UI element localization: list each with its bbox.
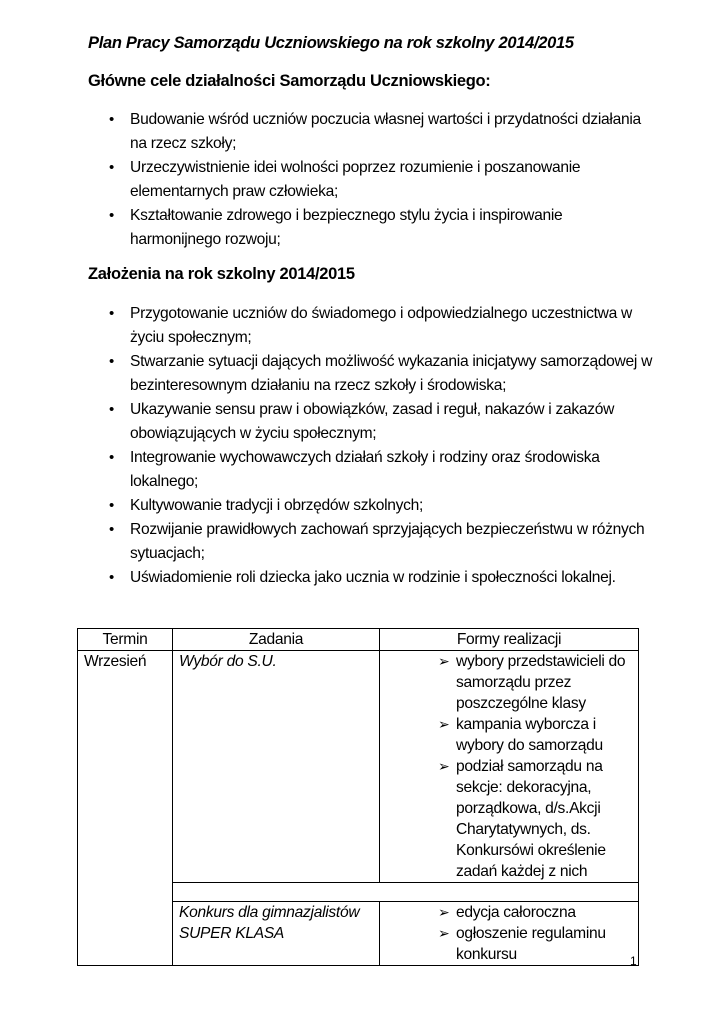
header-forms: Formy realizacji xyxy=(380,629,639,651)
list-item: ➢ edycja całoroczna xyxy=(438,904,576,921)
arrow-bullet-icon: ➢ xyxy=(438,925,450,941)
forms-cell xyxy=(380,902,639,966)
header-term: Termin xyxy=(78,629,173,651)
goals-list xyxy=(0,108,725,252)
plan-table xyxy=(77,628,639,966)
bullet-icon: • xyxy=(109,449,114,466)
list-item: • Kształtowanie zdrowego i bezpiecznego stylu życia i inspirowanie harmonijnego rozwoju; xyxy=(0,204,725,252)
goals-heading: Główne cele działalności Samorządu Uczniowskiego: xyxy=(88,72,491,90)
bullet-icon: • xyxy=(109,159,114,176)
arrow-bullet-icon: ➢ xyxy=(438,716,450,732)
list-item: • Urzeczywistnienie idei wolności poprzez rozumienie i poszanowanie elementarnych praw człowieka; xyxy=(0,156,725,204)
assumptions-heading: Założenia na rok szkolny 2014/2015 xyxy=(88,265,355,283)
list-item: • Przygotowanie uczniów do świadomego i odpowiedzialnego uczestnictwa w życiu społecznym; xyxy=(0,302,725,350)
assumptions-list xyxy=(0,302,725,590)
list-item: • Budowanie wśród uczniów poczucia własnej wartości i przydatności działania na rzecz szkoły; xyxy=(0,108,725,156)
header-tasks: Zadania xyxy=(173,629,380,651)
document-title: Plan Pracy Samorządu Uczniowskiego na rok szkolny 2014/2015 xyxy=(88,34,574,52)
task-cell: Wybór do S.U. xyxy=(173,651,380,883)
term-cell: Wrzesień xyxy=(78,651,173,966)
bullet-icon: • xyxy=(109,353,114,370)
bullet-icon: • xyxy=(109,111,114,128)
list-item: ➢ ogłoszenie regulaminu konkursu xyxy=(438,925,606,963)
page-number: 1 xyxy=(630,954,637,968)
forms-list xyxy=(386,651,632,882)
empty-cell xyxy=(173,883,639,902)
list-item: • Uświadomienie roli dziecka jako ucznia w rodzinie i społeczności lokalnej. xyxy=(0,566,725,590)
list-item: • Kultywowanie tradycji i obrzędów szkolnych; xyxy=(0,494,725,518)
bullet-icon: • xyxy=(109,497,114,514)
list-item: ➢ kampania wyborcza i wybory do samorządu xyxy=(438,716,603,754)
task-cell: Konkurs dla gimnazjalistów SUPER KLASA xyxy=(173,902,380,966)
bullet-icon: • xyxy=(109,305,114,322)
list-item: ➢ podział samorządu na sekcje: dekoracyjna, porządkowa, d/s.Akcji Charytatywnych, ds. Konkursówi określenie zadań każdej z nich xyxy=(438,758,606,880)
list-item: • Ukazywanie sensu praw i obowiązków, zasad i reguł, nakazów i zakazów obowiązujących w życiu społecznym; xyxy=(0,398,725,446)
table-header-row xyxy=(78,629,639,651)
list-item: ➢ wybory przedstawicieli do samorządu przez poszczególne klasy xyxy=(438,653,626,712)
table-row xyxy=(78,651,639,883)
bullet-icon: • xyxy=(109,569,114,586)
bullet-icon: • xyxy=(109,207,114,224)
forms-cell xyxy=(380,651,639,883)
list-item: • Rozwijanie prawidłowych zachowań sprzyjających bezpieczeństwu w różnych sytuacjach; xyxy=(0,518,725,566)
arrow-bullet-icon: ➢ xyxy=(438,653,450,669)
arrow-bullet-icon: ➢ xyxy=(438,904,450,920)
list-item: • Integrowanie wychowawczych działań szkoły i rodziny oraz środowiska lokalnego; xyxy=(0,446,725,494)
arrow-bullet-icon: ➢ xyxy=(438,758,450,774)
list-item: • Stwarzanie sytuacji dających możliwość wykazania inicjatywy samorządowej w bezinteresownym działaniu na rzecz szkoły i środowiska; xyxy=(0,350,725,398)
forms-list xyxy=(386,902,632,965)
bullet-icon: • xyxy=(109,401,114,418)
bullet-icon: • xyxy=(109,521,114,538)
